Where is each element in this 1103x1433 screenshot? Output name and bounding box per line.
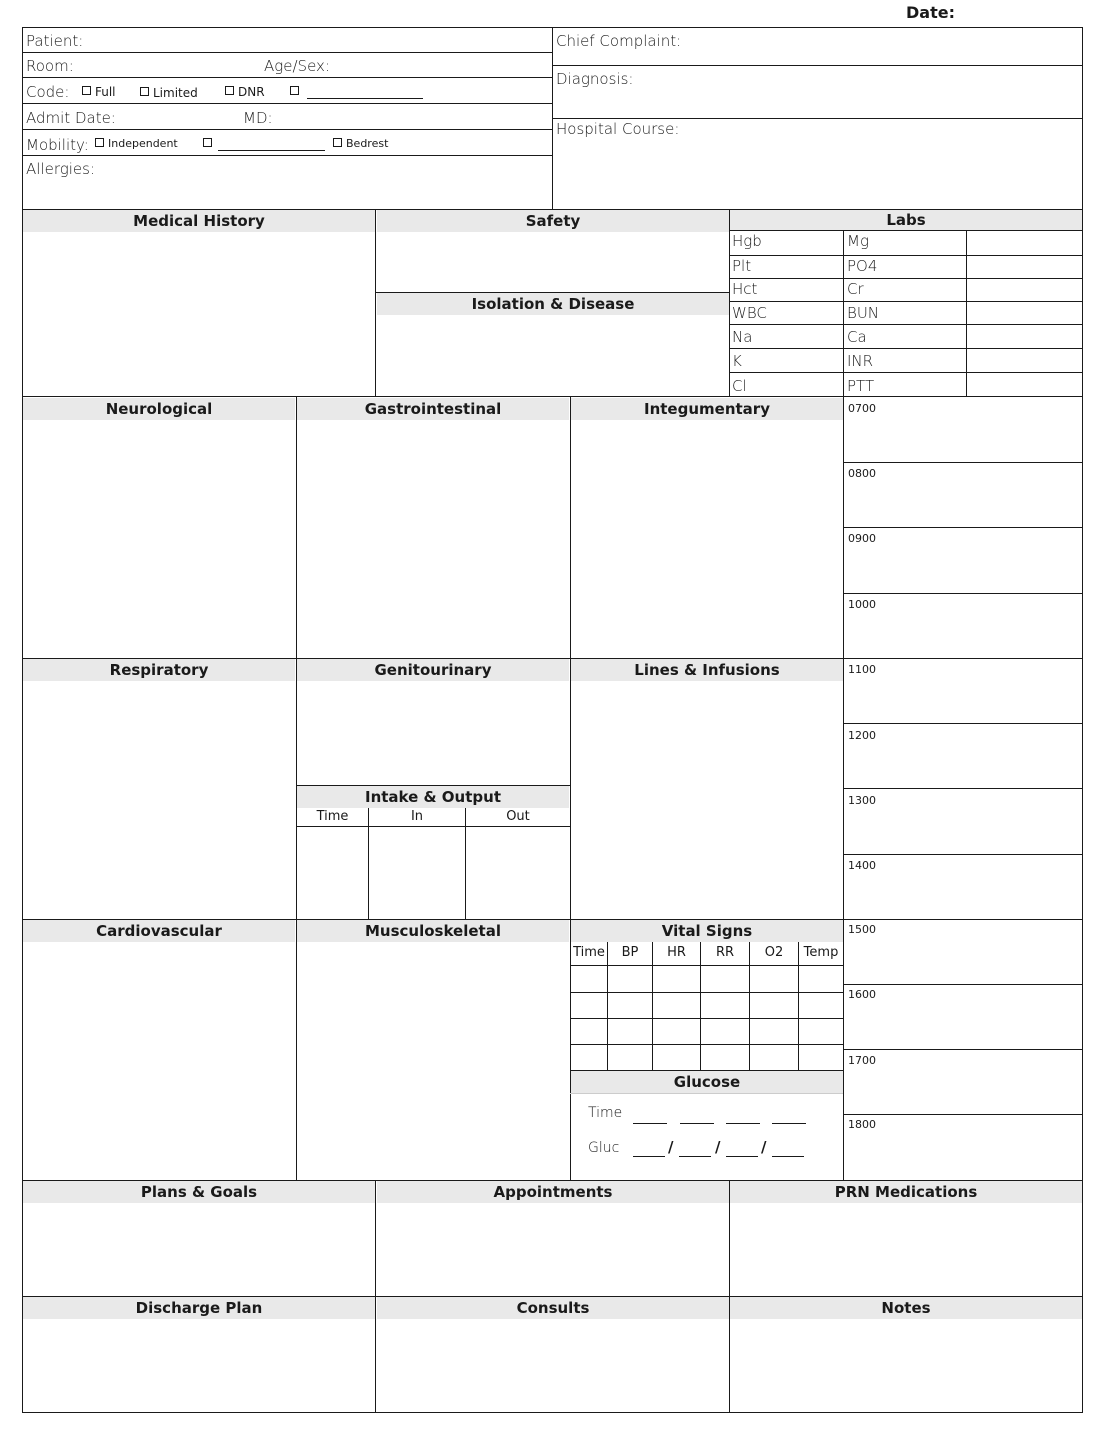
time-slot-label: 1600 bbox=[848, 988, 876, 1001]
glucose-value-blank[interactable] bbox=[772, 1156, 804, 1157]
io-out-col: Out bbox=[506, 809, 530, 824]
lab-label: Na bbox=[732, 328, 753, 346]
glucose-time-blank[interactable] bbox=[772, 1123, 806, 1124]
md-label: MD: bbox=[243, 109, 273, 127]
lab-label: Cr bbox=[847, 280, 864, 298]
checkbox-icon[interactable] bbox=[140, 87, 149, 96]
diagnosis-label: Diagnosis: bbox=[556, 70, 634, 88]
code-limited-option[interactable]: Limited bbox=[140, 86, 198, 100]
io-in-col: In bbox=[410, 809, 424, 824]
glucose-heading: Glucose bbox=[571, 1071, 843, 1093]
lab-label: Hgb bbox=[732, 232, 762, 250]
vital-rr-col: RR bbox=[715, 945, 735, 960]
time-slot-label: 0700 bbox=[848, 402, 876, 415]
mobility-label: Mobility: bbox=[26, 136, 89, 154]
lab-label: PO4 bbox=[847, 257, 878, 275]
time-slot-label: 1200 bbox=[848, 729, 876, 742]
safety-heading: Safety bbox=[377, 210, 729, 232]
lab-label: Hct bbox=[732, 280, 758, 298]
time-slot-label: 1400 bbox=[848, 859, 876, 872]
lab-label: Ca bbox=[847, 328, 867, 346]
vital-signs-heading: Vital Signs bbox=[571, 920, 843, 942]
allergies-label: Allergies: bbox=[26, 160, 95, 178]
lab-label: Plt bbox=[732, 257, 752, 275]
time-slot-label: 1000 bbox=[848, 598, 876, 611]
chief-complaint-label: Chief Complaint: bbox=[556, 32, 682, 50]
checkbox-icon[interactable] bbox=[290, 86, 299, 95]
glucose-separator: / bbox=[668, 1138, 674, 1156]
glucose-gluc-label: Gluc bbox=[588, 1140, 620, 1156]
vital-time-col: Time bbox=[573, 945, 605, 960]
labs-heading: Labs bbox=[730, 210, 1082, 230]
admit-date-label: Admit Date: bbox=[26, 109, 116, 127]
isolation-heading: Isolation & Disease bbox=[377, 293, 729, 315]
time-slot-label: 1300 bbox=[848, 794, 876, 807]
time-slot-label: 1500 bbox=[848, 923, 876, 936]
genitourinary-heading: Genitourinary bbox=[297, 659, 569, 681]
hospital-course-label: Hospital Course: bbox=[556, 120, 680, 138]
time-slot-label: 1800 bbox=[848, 1118, 876, 1131]
time-slot-label: 1700 bbox=[848, 1054, 876, 1067]
lab-label: BUN bbox=[847, 304, 880, 322]
vital-o2-col: O2 bbox=[764, 945, 784, 960]
checkbox-icon[interactable] bbox=[203, 138, 212, 147]
lab-label: Cl bbox=[732, 377, 747, 395]
mobility-independent-option[interactable]: Independent bbox=[95, 137, 178, 150]
patient-label: Patient: bbox=[26, 32, 84, 50]
neurological-heading: Neurological bbox=[23, 398, 295, 420]
vital-temp-col: Temp bbox=[803, 945, 839, 960]
lab-label: WBC bbox=[732, 304, 767, 322]
gastrointestinal-heading: Gastrointestinal bbox=[297, 398, 569, 420]
prn-medications-heading: PRN Medications bbox=[730, 1181, 1082, 1203]
lines-infusions-heading: Lines & Infusions bbox=[571, 659, 843, 681]
respiratory-heading: Respiratory bbox=[23, 659, 295, 681]
discharge-plan-heading: Discharge Plan bbox=[23, 1297, 375, 1319]
notes-heading: Notes bbox=[730, 1297, 1082, 1319]
checkbox-icon[interactable] bbox=[225, 86, 234, 95]
cardiovascular-heading: Cardiovascular bbox=[23, 920, 295, 942]
code-dnr-option[interactable]: DNR bbox=[225, 85, 265, 99]
mobility-bedrest-option[interactable]: Bedrest bbox=[333, 137, 388, 150]
lab-label: PTT bbox=[847, 377, 875, 395]
vital-hr-col: HR bbox=[667, 945, 686, 960]
plans-goals-heading: Plans & Goals bbox=[23, 1181, 375, 1203]
vital-bp-col: BP bbox=[621, 945, 639, 960]
consults-heading: Consults bbox=[377, 1297, 729, 1319]
lab-label: INR bbox=[847, 352, 874, 370]
room-label: Room: bbox=[26, 57, 74, 75]
checkbox-icon[interactable] bbox=[82, 86, 91, 95]
time-slot-label: 0800 bbox=[848, 467, 876, 480]
time-slot-label: 0900 bbox=[848, 532, 876, 545]
checkbox-icon[interactable] bbox=[333, 138, 342, 147]
appointments-heading: Appointments bbox=[377, 1181, 729, 1203]
code-full-option[interactable]: Full bbox=[82, 85, 116, 99]
glucose-time-blank[interactable] bbox=[633, 1123, 667, 1124]
time-slot-label: 1100 bbox=[848, 663, 876, 676]
musculoskeletal-heading: Musculoskeletal bbox=[297, 920, 569, 942]
glucose-value-blank[interactable] bbox=[679, 1156, 711, 1157]
glucose-value-blank[interactable] bbox=[726, 1156, 758, 1157]
io-time-col: Time bbox=[316, 809, 349, 824]
glucose-time-blank[interactable] bbox=[726, 1123, 760, 1124]
mobility-other-blank[interactable] bbox=[218, 150, 325, 151]
code-other-blank[interactable] bbox=[307, 98, 423, 99]
glucose-time-blank[interactable] bbox=[680, 1123, 714, 1124]
medical-history-heading: Medical History bbox=[23, 210, 375, 232]
date-label: Date: bbox=[906, 3, 955, 22]
code-other-option[interactable] bbox=[290, 85, 303, 99]
mobility-other-option[interactable] bbox=[203, 137, 216, 150]
lab-label: Mg bbox=[847, 232, 869, 250]
integumentary-heading: Integumentary bbox=[571, 398, 843, 420]
lab-label: K bbox=[732, 352, 742, 370]
glucose-separator: / bbox=[761, 1138, 767, 1156]
glucose-value-blank[interactable] bbox=[633, 1156, 665, 1157]
glucose-time-label: Time bbox=[588, 1105, 623, 1121]
glucose-separator: / bbox=[715, 1138, 721, 1156]
code-label: Code: bbox=[26, 83, 70, 101]
intake-output-heading: Intake & Output bbox=[297, 786, 569, 808]
checkbox-icon[interactable] bbox=[95, 138, 104, 147]
age-sex-label: Age/Sex: bbox=[264, 57, 330, 75]
